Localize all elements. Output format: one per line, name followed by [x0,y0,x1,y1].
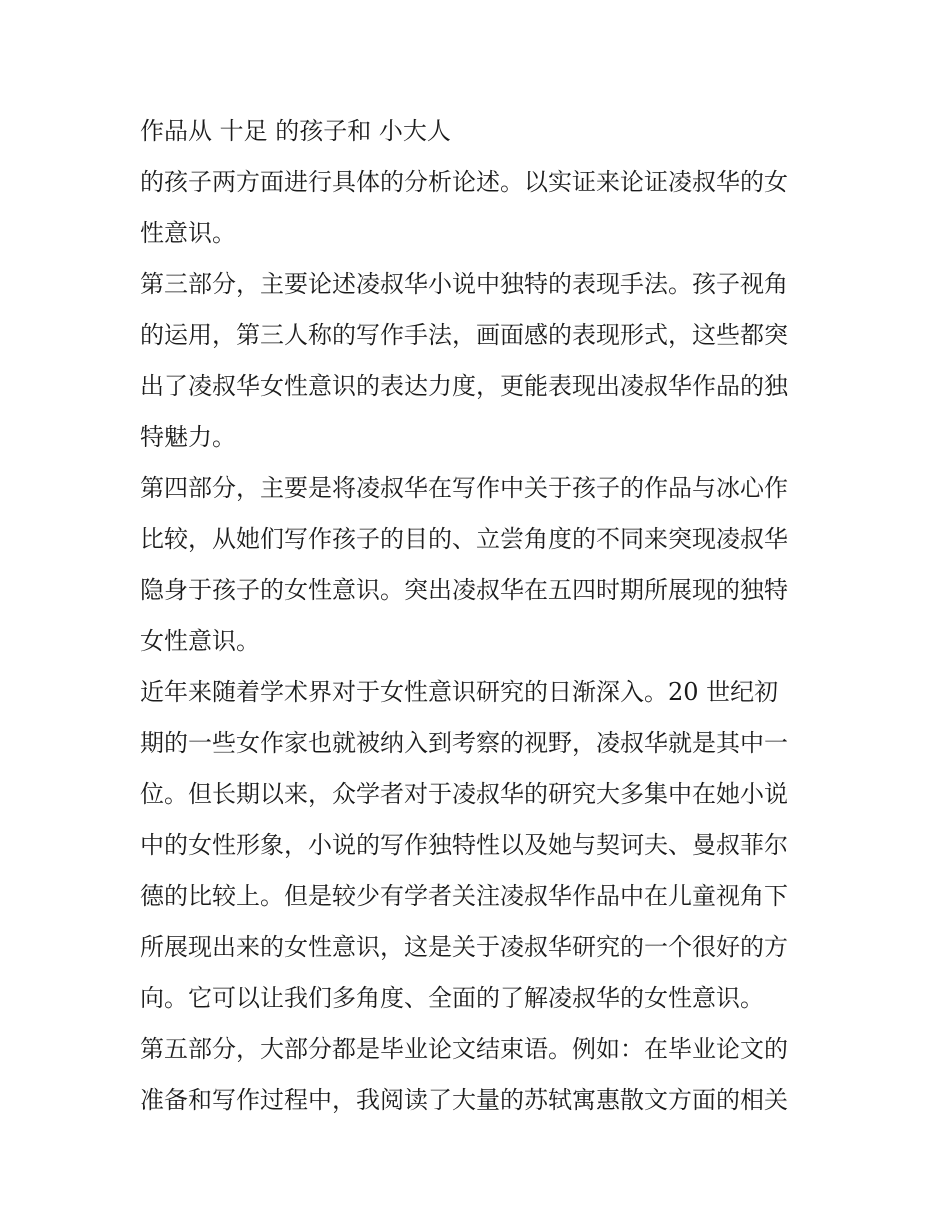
text-line: 位。但长期以来，众学者对于凌叔华的研究大多集中在她小说 [140,780,788,808]
text-line: 性意识。 [140,219,236,247]
text-line: 第三部分，主要论述凌叔华小说中独特的表现手法。孩子视角 [140,270,788,298]
text-line: 作品从 十足 的孩子和 小大人 [140,117,451,145]
text-line: 女性意识。 [140,627,260,655]
text-line: 出了凌叔华女性意识的表达力度，更能表现出凌叔华作品的独 [140,372,788,400]
text-line: 第四部分，主要是将凌叔华在写作中关于孩子的作品与冰心作 [140,474,788,502]
text-line: 比较，从她们写作孩子的目的、立尝角度的不同来突现凌叔华 [140,525,788,553]
text-line: 所展现出来的女性意识，这是关于凌叔华研究的一个很好的方 [140,933,788,961]
document-body [140,106,812,1126]
text-line: 第五部分，大部分都是毕业论文结束语。例如：在毕业论文的 [140,1035,788,1063]
text-line: 近年来随着学术界对于女性意识研究的日渐深入。20 世纪初 [140,678,779,706]
text-line: 期的一些女作家也就被纳入到考察的视野，凌叔华就是其中一 [140,729,788,757]
text-line: 准备和写作过程中，我阅读了大量的苏轼寓惠散文方面的相关 [140,1086,788,1114]
text-line: 特魅力。 [140,423,236,451]
text-line: 隐身于孩子的女性意识。突出凌叔华在五四时期所展现的独特 [140,576,788,604]
text-line: 中的女性形象，小说的写作独特性以及她与契诃夫、曼叔菲尔 [140,831,788,859]
text-line: 的孩子两方面进行具体的分析论述。以实证来论证凌叔华的女 [140,168,788,196]
text-line: 的运用，第三人称的写作手法，画面感的表现形式，这些都突 [140,321,788,349]
text-line: 向。它可以让我们多角度、全面的了解凌叔华的女性意识。 [140,984,764,1012]
text-line: 德的比较上。但是较少有学者关注凌叔华作品中在儿童视角下 [140,882,788,910]
